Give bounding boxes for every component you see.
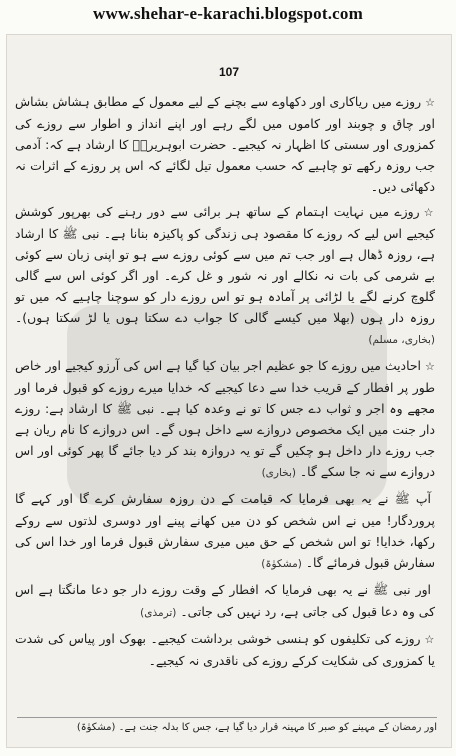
paragraph xyxy=(15,201,435,351)
paragraph-text: اور نبی ﷺ نے یہ بھی فرمایا کہ افطار کے وقت روزے دار جو دعا مانگتا ہے اس کی وہ دعا قبول کی جاتی ہے، رد نہیں کی جاتی۔ xyxy=(15,582,435,619)
paragraph xyxy=(15,628,435,671)
paragraph xyxy=(15,579,435,624)
reference: (مشکوٰۃ) xyxy=(261,558,302,570)
paragraph-text: روزے کی تکلیفوں کو ہنسی خوشی برداشت کیجیے۔ بھوک اور پیاس کی شدت یا کمزوری کی شکایت کرکے روزے کی ناقدری نہ کیجیے۔ xyxy=(15,631,435,668)
paragraph xyxy=(15,355,435,484)
paragraph xyxy=(15,488,435,575)
paragraph-text: آپ ﷺ نے یہ بھی فرمایا کہ قیامت کے دن روزہ سفارش کرے گا اور کہے گا پروردگار! میں نے اس شخص کو دن میں کھانے پینے اور دوسری لذتوں سے روکے رکھا، خدایا! تو اس شخص کے حق میں میری سفارش قبول فرما اور خدا اس کی سفارش قبول فرمائے گا۔ xyxy=(15,491,435,570)
paragraph-text: روزے میں نہایت اہتمام کے ساتھ ہر برائی سے دور رہنے کی بھرپور کوشش کیجیے اس لیے کہ روزے کا مقصود ہی زندگی کو پاکیزہ بنانا ہے۔ نبی ﷺ کا ارشاد ہے، روزہ ڈھال ہے اور جب تم میں سے کوئی روزے سے ہو تو اپنی زبان سے کوئی بے شرمی کی بات نہ نکالے اور نہ شور و غل کرے۔ اور اگر کوئی اس سے گالی گلوچ کرنے لگے یا لڑائی پر آمادہ ہو تو اس روزے دار کو سوچنا چاہیے کہ میں تو روزہ دار ہوں (بھلا میں کیسے گالی کا جواب دے سکتا ہوں یا لڑ سکتا ہوں)۔ xyxy=(15,204,435,325)
paragraph-text: احادیث میں روزے کا جو عظیم اجر بیان کیا گیا ہے اس کی آرزو کیجیے اور خاص طور پر افطار کے قریب خدا سے دعا کیجیے کہ خدایا میرے روزے کو قبول فرما اور مجھے وہ اجر و ثواب دے جس کا تو نے وعدہ کیا ہے۔ نبی ﷺ کا ارشاد ہے: روزے دار جنت میں ایک مخصوص دروازے سے داخل ہوں گے۔ اس دروازے کا نام ریان ہے جب روزے دار داخل ہو چکیں گے تو یہ دروازہ بند کر دیا جائے گا پھر کوئی اور اس دروازے سے نہ جا سکے گا۔ xyxy=(15,358,435,479)
reference: (ترمذی) xyxy=(140,607,177,619)
star-icon: ☆ xyxy=(424,633,435,646)
star-icon: ☆ xyxy=(423,206,435,219)
reference: (بخاری، مسلم) xyxy=(368,334,435,346)
page-number: 107 xyxy=(218,65,240,79)
paragraph xyxy=(15,91,435,197)
star-icon: ☆ xyxy=(425,96,435,109)
paragraph-text: روزے میں ریاکاری اور دکھاوے سے بچنے کے لیے معمول کے مطابق ہشاش بشاش اور چاق و چوبند اور کاموں میں لگے رہے اور اپنے انداز و اطوار سے روزے کی کمزوری اور سستی کا اظہار نہ کیجیے۔ حضرت ابوہریرہؓ کا ارشاد ہے کہ: آدمی جب روزہ رکھے تو چاہیے کہ حسب معمول تیل لگائے کہ اس پر روزے کے اثرات نہ دکھائی دیں۔ xyxy=(15,94,435,194)
scanned-book-page xyxy=(6,34,452,748)
star-icon: ☆ xyxy=(424,360,435,373)
reference: (بخاری) xyxy=(261,467,296,479)
footnote: اور رمضان کے مہینے کو صبر کا مہینہ قرار دیا گیا ہے، جس کا بدلہ جنت ہے۔ (مشکوٰۃ) xyxy=(17,717,437,735)
body-text xyxy=(15,91,435,707)
site-header: www.shehar-e-karachi.blogspot.com xyxy=(93,4,363,23)
